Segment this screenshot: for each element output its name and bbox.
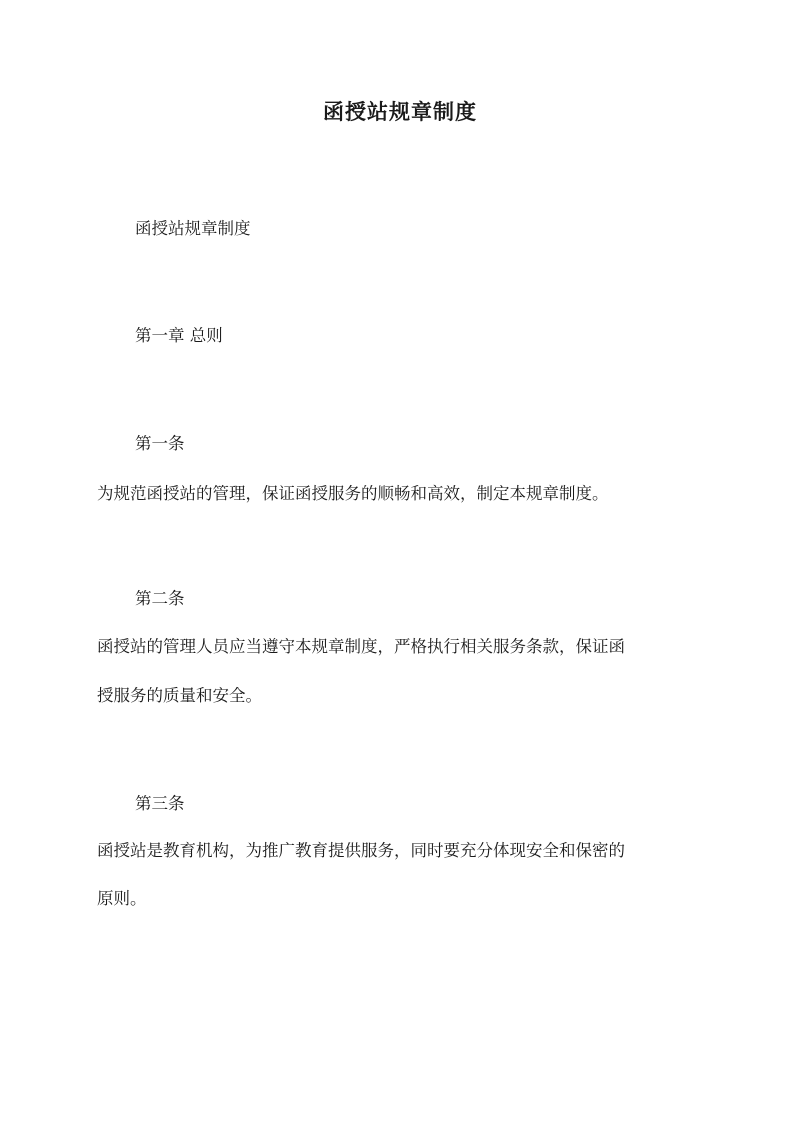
- document-subtitle: 函授站规章制度: [135, 219, 251, 238]
- article-3-line-2: 原则。: [97, 889, 147, 908]
- article-1-heading: 第一条: [135, 434, 185, 453]
- article-3-line-1: 函授站是教育机构，为推广教育提供服务，同时要充分体现安全和保密的: [97, 841, 625, 860]
- page-title: 函授站规章制度: [323, 99, 477, 124]
- article-3-heading: 第三条: [135, 794, 185, 813]
- chapter-heading: 第一章 总则: [135, 326, 223, 345]
- article-2-line-2: 授服务的质量和安全。: [97, 686, 262, 705]
- article-2-heading: 第二条: [135, 589, 185, 608]
- article-2-line-1: 函授站的管理人员应当遵守本规章制度，严格执行相关服务条款，保证函: [97, 637, 625, 656]
- article-1-line-1: 为规范函授站的管理，保证函授服务的顺畅和高效，制定本规章制度。: [97, 484, 609, 503]
